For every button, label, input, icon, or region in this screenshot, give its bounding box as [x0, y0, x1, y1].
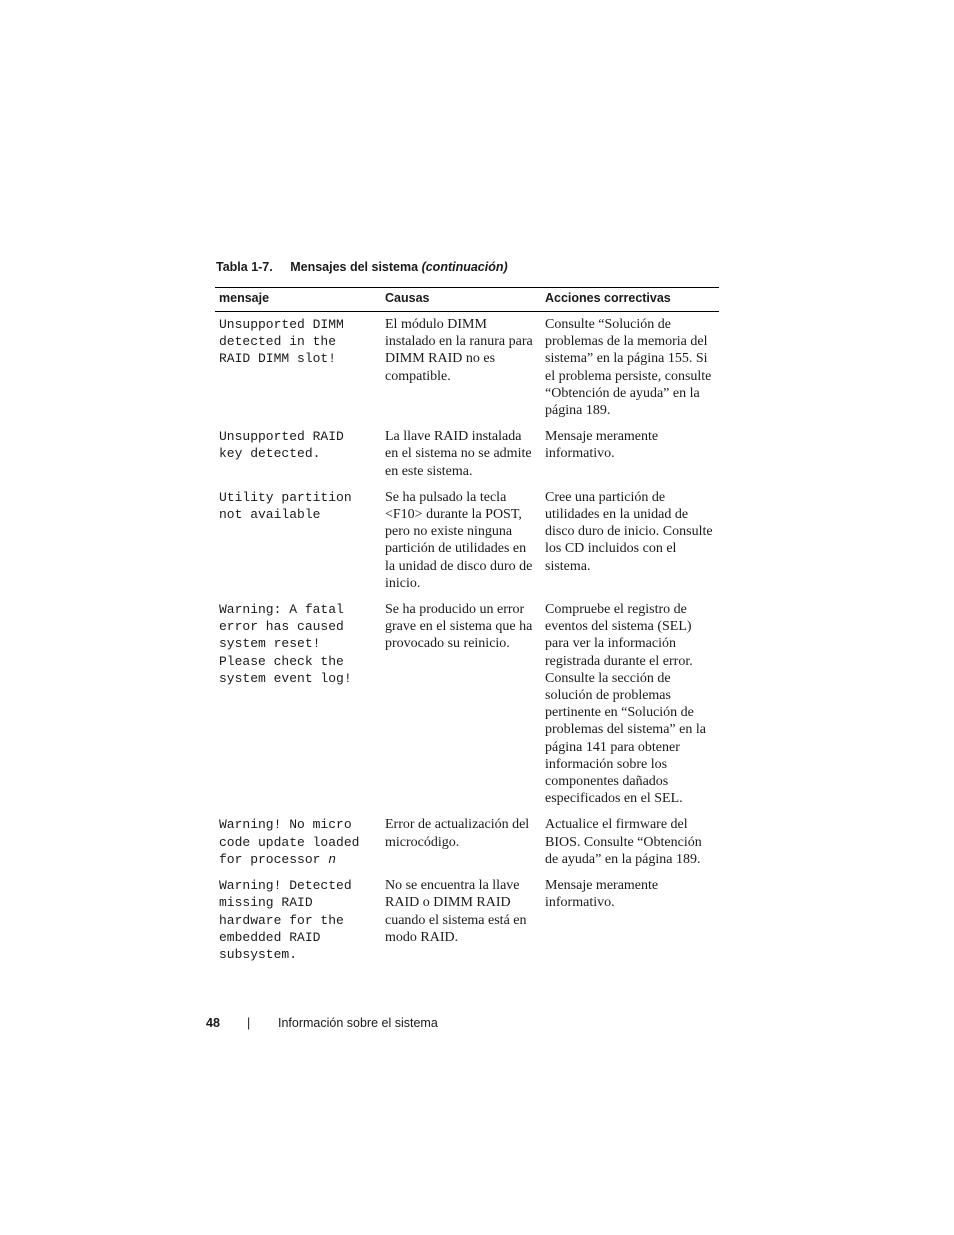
- message-cell: Unsupported RAID key detected.: [219, 429, 344, 462]
- message-cell: Unsupported DIMM detected in the RAID DIMM slot!: [219, 317, 344, 367]
- system-messages-table: [215, 287, 719, 970]
- table-continued-note: (continuación): [421, 260, 508, 274]
- page-number: 48: [206, 1016, 220, 1030]
- table-row: [215, 487, 719, 599]
- table-number: Tabla 1-7.: [216, 260, 273, 274]
- column-header-actions: Acciones correctivas: [541, 288, 719, 312]
- cause-cell: No se encuentra la llave RAID o DIMM RAID cuando el sistema está en modo RAID.: [385, 878, 527, 945]
- action-cell: Consulte “Solución de problemas de la memoria del sistema” en la página 155. Si el problema persiste, consulte “Obtención de ayuda” en la página 189.: [545, 317, 712, 419]
- cause-cell: Error de actualización del microcódigo.: [385, 817, 530, 850]
- table-row: [215, 312, 719, 427]
- cause-cell: La llave RAID instalada en el sistema no se admite en este sistema.: [385, 429, 532, 479]
- table-header-row: [215, 288, 719, 312]
- message-cell: Utility partition not available: [219, 489, 352, 523]
- message-cell: Warning: A fatal error has caused system reset! Please check the system event log!: [219, 602, 352, 686]
- cause-cell: Se ha pulsado la tecla <F10> durante la POST, pero no existe ninguna partición de utilidades en la unidad de disco duro de inicio.: [385, 489, 533, 591]
- action-cell: Actualice el firmware del BIOS. Consulte “Obtención de ayuda” en la página 189.: [545, 817, 702, 867]
- action-cell: Mensaje meramente informativo.: [545, 429, 659, 462]
- message-cell: [215, 814, 381, 875]
- table-row: [215, 426, 719, 487]
- table-row: [215, 814, 719, 875]
- cause-cell: Se ha producido un error grave en el sistema que ha provocado su reinicio.: [385, 602, 533, 652]
- table-title: Mensajes del sistema: [290, 260, 419, 274]
- footer-separator: |: [247, 1016, 251, 1030]
- action-cell: Compruebe el registro de eventos del sistema (SEL) para ver la información registrada durante el error. Consulte la sección de solución de problemas pertinente en “Solución de problemas del sistema” en la página 141 para obtener información sobre los componentes dañados especificados en el SEL.: [545, 602, 706, 807]
- table-caption: [216, 260, 508, 274]
- column-header-message: mensaje: [215, 288, 381, 312]
- chapter-title: Información sobre el sistema: [278, 1016, 438, 1030]
- cause-cell: El módulo DIMM instalado en la ranura para DIMM RAID no es compatible.: [385, 317, 533, 384]
- action-cell: Mensaje meramente informativo.: [545, 878, 659, 911]
- table-row: [215, 599, 719, 814]
- table-row: [215, 875, 719, 970]
- column-header-causes: Causas: [381, 288, 541, 312]
- message-cell: Warning! Detected missing RAID hardware for the embedded RAID subsystem.: [219, 878, 352, 962]
- message-text: Warning! No micro code update loaded for processor: [219, 817, 360, 867]
- action-cell: Cree una partición de utilidades en la unidad de disco duro de inicio. Consulte los CD incluidos con el sistema.: [545, 489, 713, 574]
- processor-variable: n: [328, 851, 337, 867]
